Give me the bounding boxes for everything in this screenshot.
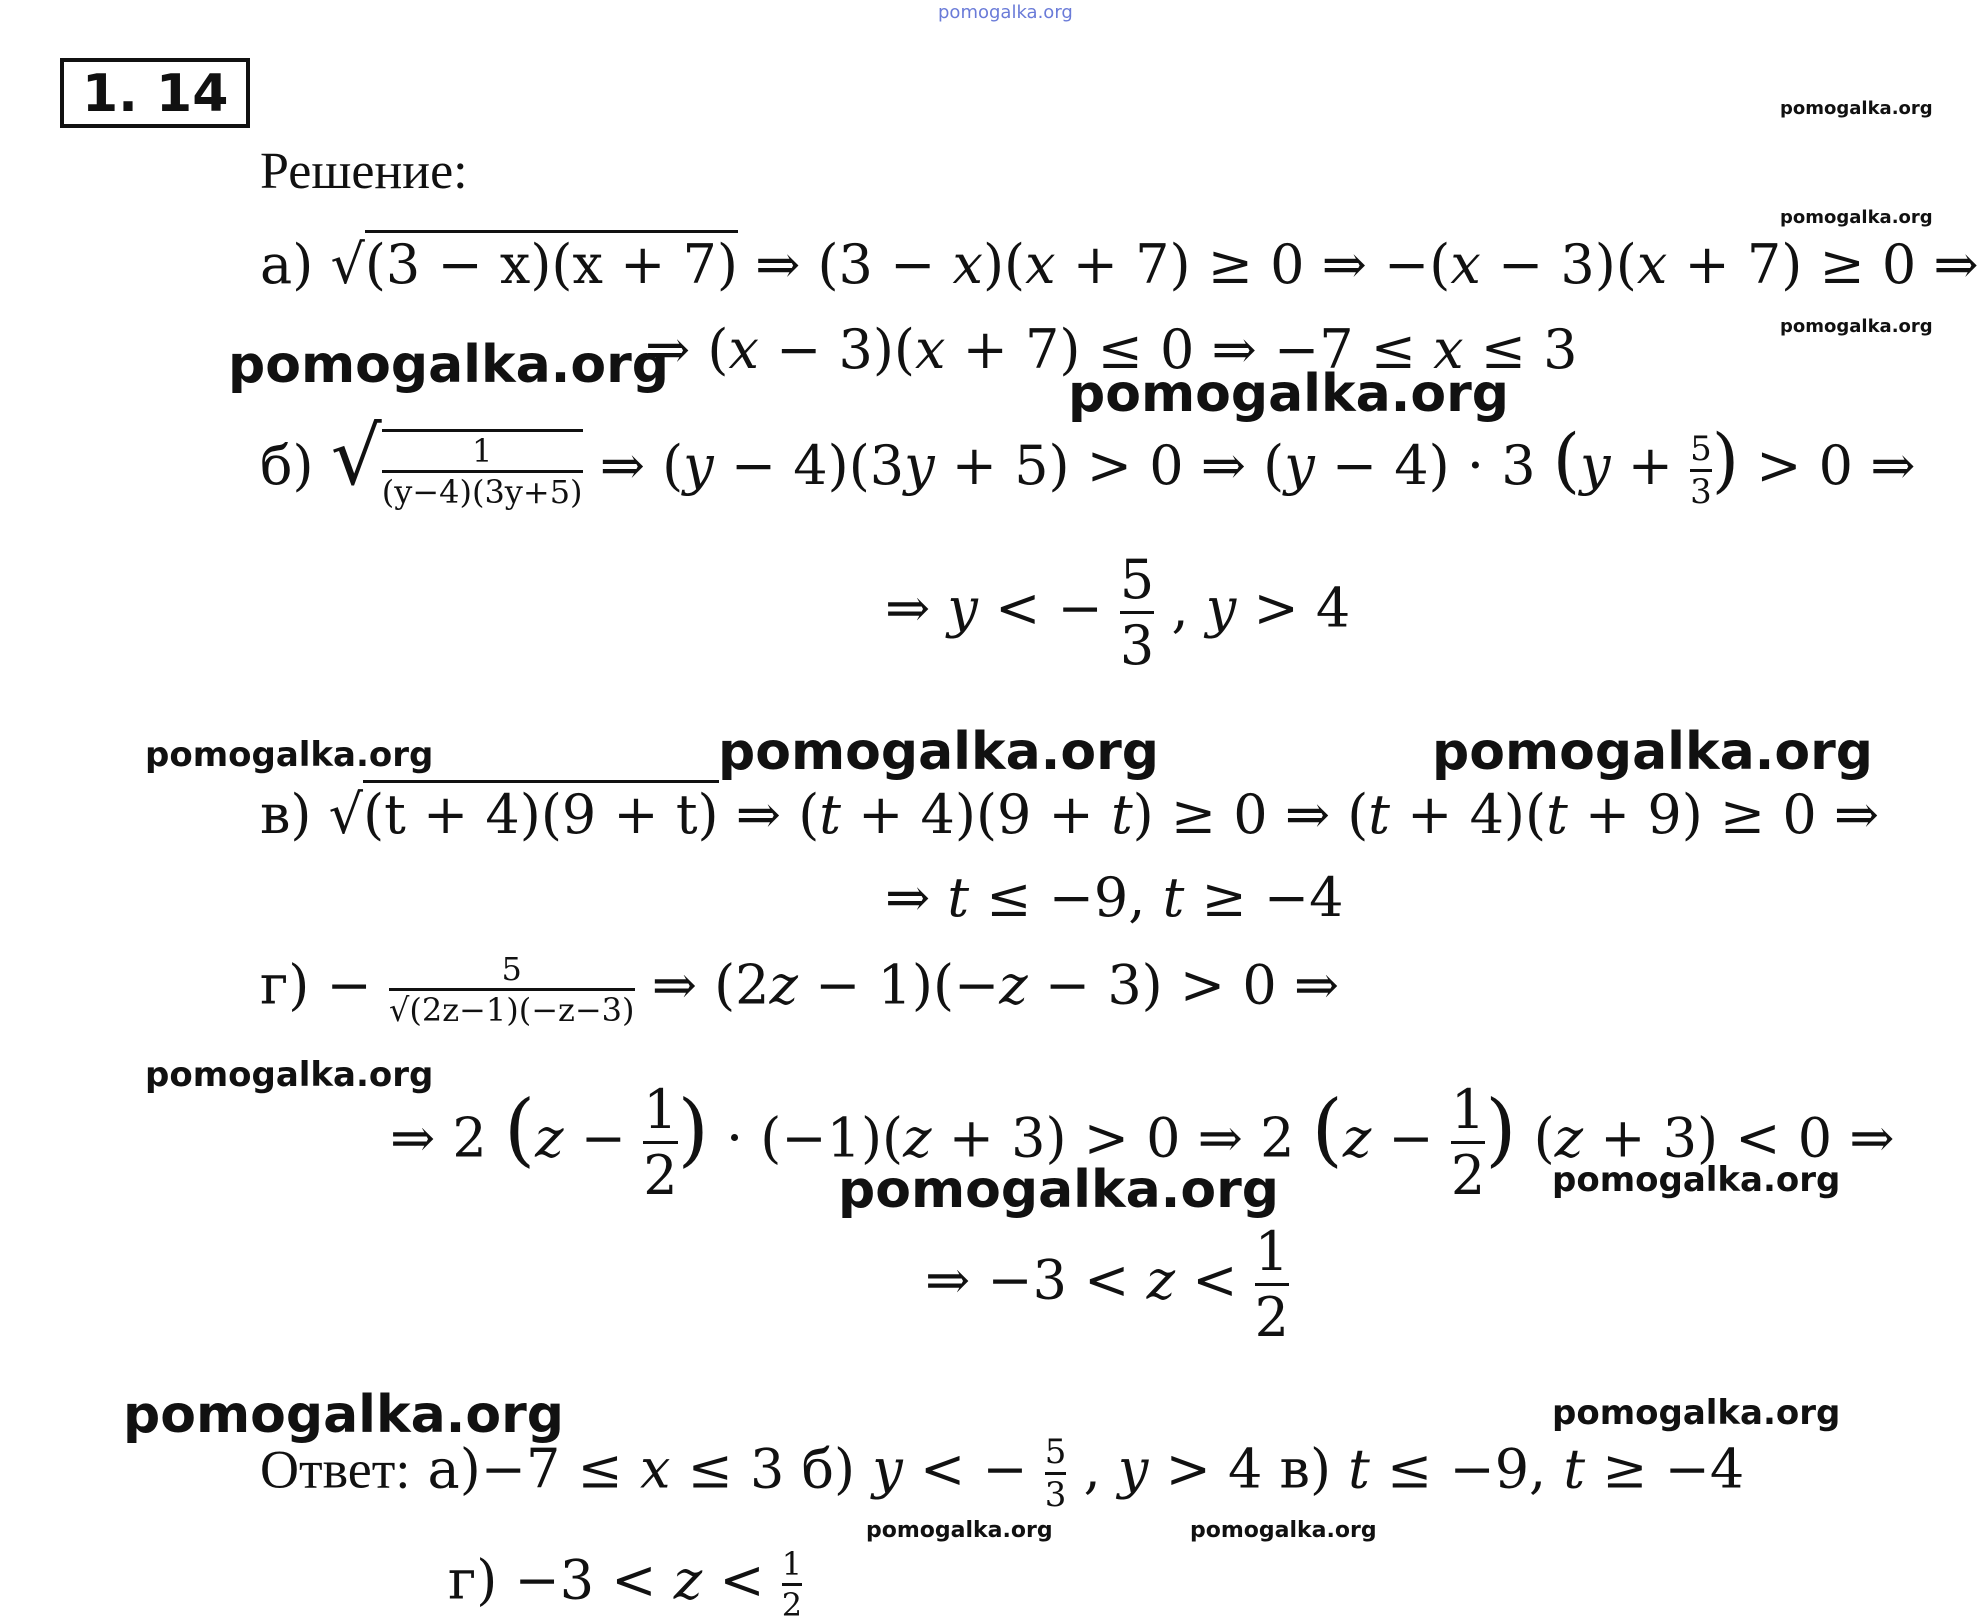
part-d-l2-num: 1: [643, 1078, 678, 1141]
part-d-l2-b: · (−1)(𝑧 + 3) > 0 ⇒ 2: [725, 1106, 1295, 1170]
part-b-inner-y: 𝑦 +: [1580, 434, 1673, 497]
sqrt-icon: √: [330, 410, 382, 503]
answer-d-den: 2: [782, 1583, 802, 1624]
watermark: pomogalka.org: [1780, 98, 1933, 119]
answer-c: в) 𝑡 ≤ −9, 𝑡 ≥ −4: [1279, 1437, 1745, 1501]
part-d-line1: [260, 950, 1339, 1029]
part-b-result-a: ⇒ 𝑦 < −: [885, 576, 1103, 640]
part-a-expr1: ⇒ (3 − 𝑥)(𝑥 + 7) ≥ 0 ⇒ −(𝑥 − 3)(𝑥 + 7) ≥ 0 ⇒: [755, 233, 1979, 296]
part-d-label: г) −: [260, 953, 372, 1017]
part-d-l2-c: (𝑧 + 3) < 0 ⇒: [1533, 1106, 1895, 1170]
paren-left-icon: (: [1552, 419, 1581, 501]
part-b-result-b: , 𝑦 > 4: [1171, 576, 1351, 640]
watermark: pomogalka.org: [838, 1160, 1280, 1220]
answer-d-a: г) −3 < 𝑧 <: [448, 1548, 765, 1612]
paren-left-icon: (: [1311, 1082, 1343, 1176]
watermark: pomogalka.org: [145, 1055, 434, 1095]
part-a-label: а): [260, 233, 314, 296]
part-b-line2: [885, 548, 1350, 677]
part-b-result-num: 5: [1119, 548, 1155, 611]
watermark: pomogalka.org: [145, 735, 434, 775]
watermark: pomogalka.org: [1068, 364, 1510, 424]
sqrt-icon: √: [330, 233, 365, 296]
part-b-expr1: ⇒ (𝑦 − 4)(3𝑦 + 5) > 0 ⇒ (𝑦 − 4) · 3: [599, 434, 1536, 497]
top-watermark: pomogalka.org: [938, 2, 1073, 23]
watermark: pomogalka.org: [1780, 316, 1933, 337]
watermark: pomogalka.org: [123, 1385, 565, 1445]
sqrt-icon: √: [328, 783, 364, 846]
part-d-l2-num2: 1: [1450, 1078, 1486, 1141]
answer-d-num: 1: [781, 1545, 803, 1583]
part-d-line3: [925, 1220, 1289, 1349]
answer-b-num: 5: [1044, 1432, 1067, 1472]
part-c-radicand: (t + 4)(9 + t): [363, 780, 719, 846]
answer-b-a: б) 𝑦 < −: [801, 1437, 1028, 1501]
answer-b-b: , 𝑦 > 4: [1083, 1437, 1263, 1501]
part-d-expr1: ⇒ (2𝑧 − 1)(−𝑧 − 3) > 0 ⇒: [651, 953, 1340, 1017]
answer-label: Ответ:: [260, 1439, 411, 1500]
problem-number: 1. 14: [60, 58, 250, 128]
part-b-frac-den: (y−4)(3y+5): [382, 470, 583, 511]
part-a-line1: [260, 230, 1979, 296]
part-d-l2-a: ⇒ 2: [390, 1106, 487, 1170]
watermark: pomogalka.org: [1190, 1518, 1377, 1543]
part-d-l3-den: 2: [1255, 1283, 1289, 1349]
part-b-frac-num: 1: [471, 432, 493, 470]
part-d-l2-den2: 2: [1451, 1141, 1485, 1207]
part-d-l2-z2: 𝑧 −: [1342, 1106, 1434, 1170]
part-b-result-den: 3: [1120, 611, 1154, 677]
answer-line2: [448, 1545, 802, 1624]
answer-a: а)−7 ≤ 𝑥 ≤ 3: [427, 1437, 785, 1501]
part-d-frac-num: 5: [501, 950, 522, 988]
watermark: pomogalka.org: [866, 1518, 1053, 1543]
paren-right-icon: ): [1711, 419, 1740, 501]
part-b-inner-num: 5: [1690, 428, 1712, 469]
part-c-label: в): [260, 783, 312, 846]
part-a-line2: ⇒ (𝑥 − 3)(𝑥 + 7) ≤ 0 ⇒ −7 ≤ 𝑥 ≤ 3: [645, 318, 1578, 381]
part-d-l2-den: 2: [643, 1141, 677, 1207]
part-c-line1: [260, 780, 1879, 846]
paren-left-icon: (: [503, 1082, 536, 1176]
paren-right-icon: ): [1485, 1082, 1517, 1176]
part-c-expr1: ⇒ (𝑡 + 4)(9 + 𝑡) ≥ 0 ⇒ (𝑡 + 4)(𝑡 + 9) ≥ 0 ⇒: [735, 783, 1880, 846]
part-d-l3-a: ⇒ −3 < 𝑧 <: [925, 1248, 1238, 1312]
solution-label: Решение:: [260, 143, 468, 200]
part-a-radicand: (3 − x)(x + 7): [365, 230, 738, 296]
part-b-line1: [260, 410, 1915, 512]
answer-b-den: 3: [1045, 1472, 1067, 1515]
part-c-line2: ⇒ 𝑡 ≤ −9, 𝑡 ≥ −4: [885, 866, 1344, 929]
watermark: pomogalka.org: [1552, 1160, 1841, 1200]
part-b-inner-den: 3: [1690, 469, 1712, 512]
watermark: pomogalka.org: [1780, 207, 1933, 228]
paren-right-icon: ): [677, 1082, 709, 1176]
watermark: pomogalka.org: [718, 722, 1160, 782]
watermark: pomogalka.org: [1432, 722, 1874, 782]
part-d-l3-num: 1: [1254, 1220, 1289, 1283]
part-d-l2-z: 𝑧 −: [535, 1106, 627, 1170]
watermark: pomogalka.org: [1552, 1393, 1841, 1433]
watermark: pomogalka.org: [228, 335, 670, 395]
part-b-label: б): [260, 434, 314, 497]
part-b-expr2: > 0 ⇒: [1756, 434, 1916, 497]
part-b-radicand: [382, 429, 583, 511]
part-d-frac-den: √(2z−1)(−z−3): [389, 988, 635, 1029]
